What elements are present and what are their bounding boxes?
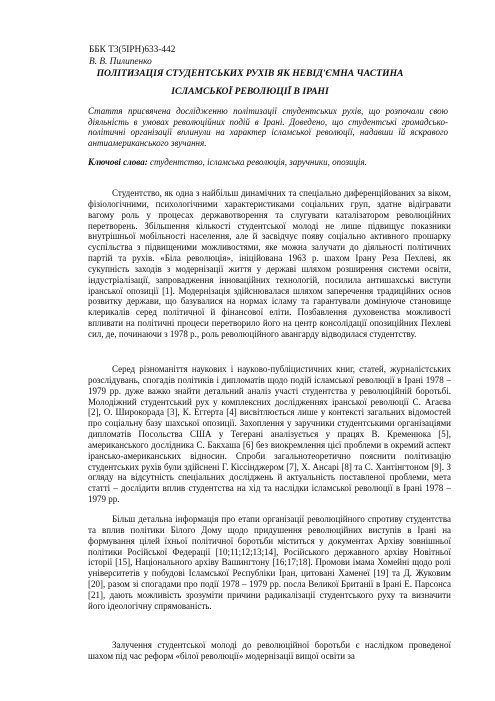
body-paragraph: Залучення студентської молоді до революційної боротьби є наслідком проведеної шахом під час реформ «білої революції» модернізації вищої освіти за <box>88 640 451 661</box>
keywords <box>88 157 448 168</box>
body-paragraph: Серед різноманіття наукових і науково-публіцистичних книг, статей, журналістських розслідувань, спогадів політиків і дипломатів щодо подій ісламської революції в Ірані 1978 – 1979 рр. дуже важко знайти детальний аналіз участі студентства у революційній боротьбі. Молодіжний студентський рух у комплексних дослідженнях іранської революції С. Агаєва [2], О. Широкорада [3], К. Еггерта [4] висвітлюється лише у контексті загальних відомостей про соціальну базу шахської опозиції. Захоплення у заручники студентськими організаціями дипломатів Посольства США у Тегерані аналізується у працях В. Кременюка [5], американського дослідника С. Бакхаша [6] без виокремлення цієї проблеми в окремий аспект ірансько-американських відносин. Спроби загальнотеоретично пояснити політизацію студентських рухів були здійснені Г. Кіссінджером [7], Х. Ансарі [8] та С. Хантінгтоном [9]. З огляду на відсутність спеціальних досліджень й актуальність поставленої проблеми, мета статті – дослідити вплив студентства на хід та наслідки ісламської революції в Ірані 1978 – 1979 рр. <box>88 364 451 505</box>
abstract: Стаття присвячена дослідженню політизації студентських рухів, що розпочали свою діяльність в умовах революційних подій в Ірані. Доведено, що студентські громадсько-політичні організації вплинули на характер ісламської революції, надавши їй яскравого антиамериканського звучання. <box>88 106 448 148</box>
body-paragraph: Студентство, як одна з найбільш динамічних та спеціально диференційованих за віком, фізіологічними, психологічними характеристиками соціальних груп, здатне відігравати вагому роль у процесах державотворення та слугувати каталізатором революційних перетворень. Збільшення кількості студентської молоді не лише підвищує показники внутрішньої мобільності населення, але й засвідчує появу соціально активного прошарку суспільства з підвищеними можливостями, яке можна залучати до діяльності політичних партій та рухів. «Біла революція», ініційована 1963 р. шахом Ірану Реза Пехлеві, як сукупність заходів з модернізації життя у державі шляхом розширення системи освіти, індустріалізації, запровадження інноваційних технологій, посилила антишахські виступи іранської опозиції [1]. Модернізація здійснювалася шляхом заперечення традиційних основ розвитку держави, що базувалися на нормах ісламу та гарантували домінуюче становище клерикалів серед політичної й фінансової еліти. Позбавлення духовенства можливості впливати на політичні процеси перетворило його на центр консолідації опозиційних Пехлеві сил, де, починаючи з 1978 р., роль революційного авангарду відводилася студентству. <box>88 188 451 339</box>
article-title-line-1: ПОЛІТИЗАЦІЯ СТУДЕНТСЬКИХ РУХІВ ЯК НЕВІД'ЄМНА ЧАСТИНА <box>96 68 404 79</box>
body-paragraph: Більш детальна інформація про етапи організації революційного спротиву студентства та вплив політики Білого Дому щодо придушення революційних виступів в Ірані на формування цілей їхньої політичної боротьби міститься у документах Архіву зовнішньої політики Російської Федерації [10;11;12;13;14], Російського державного архіву Новітньої історії [15], Національного архіву Вашингтону [16;17;18]. Промови імама Хомейні щодо ролі університетів у побудові Ісламської Республіки Іран, цитовані Хаменеї [19] та Д. Жуковим [20], разом зі спогадами про події 1978 – 1979 рр. посла Великої Британії в Ірані Е. Парсонса [21], дають можливість зрозуміти причини радикалізації студентського руху та визначити його ідеологічну спрямованість. <box>88 514 451 611</box>
keywords-text: студентство, ісламська революція, заручники, опозиція. <box>147 157 367 167</box>
bbk-code: ББК Т3(5ІРН)633-442 <box>89 45 176 55</box>
author-name: В. В. Пилипенко <box>89 57 152 67</box>
article-title-line-2: ІСЛАМСЬКОЇ РЕВОЛЮЦІЇ В ІРАНІ <box>171 86 329 97</box>
keywords-label: Ключові слова: <box>88 157 148 167</box>
